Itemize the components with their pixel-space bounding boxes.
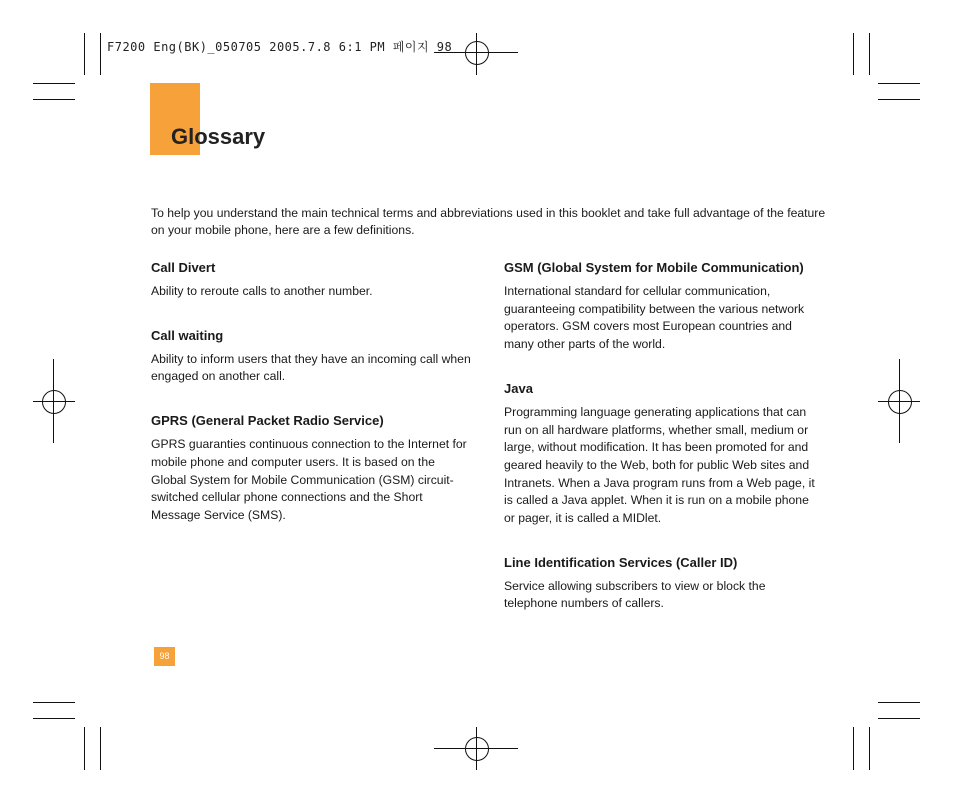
crop-mark [100,727,101,770]
crop-mark [853,33,854,75]
glossary-definition: Service allowing subscribers to view or block the telephone numbers of callers. [504,578,766,611]
right-column [504,259,820,639]
crop-mark [853,727,854,770]
registration-circle [465,737,489,761]
page-number-badge: 98 [154,647,175,666]
glossary-definition: Ability to inform users that they have an incoming call when engaged on another call. [151,351,471,384]
crop-mark [33,99,75,100]
glossary-definition: International standard for cellular communication, guaranteeing compatibility between the various network operators. GSM covers most European countries and many other parts of the world. [504,284,805,352]
glossary-term: GPRS (General Packet Radio Service) [151,413,384,429]
registration-circle [888,390,912,414]
registration-circle [465,41,489,65]
glossary-entry [504,259,820,354]
glossary-definition: GPRS guaranties continuous connection to the Internet for mobile phone and computer users. It is based on the Global System for Mobile Communication (GSM) circuit-switched cellular phone connections and the Short Message Service (SMS). [151,437,467,522]
page-title: Glossary [171,124,266,149]
crop-mark [33,718,75,719]
crop-mark [878,702,920,703]
glossary-entry [504,554,820,613]
glossary-entry [151,259,471,301]
crop-mark [869,727,870,770]
registration-circle [42,390,66,414]
glossary-entry [151,327,471,386]
glossary-term: Call Divert [151,260,216,275]
glossary-term: Line Identification Services (Caller ID) [504,554,738,570]
glossary-term: Call waiting [151,327,224,343]
glossary-definition: Programming language generating applications that can run on all hardware platforms, whether small, medium or large, without modification. It has been promoted for and geared heavily to the Web, both for public Web sites and Intranets. When a Java program runs from a Web page, it is called a Java applet. When it is run on a mobile phone or pager, it is called a MIDlet. [504,404,815,526]
crop-mark [878,718,920,719]
print-header: F7200 Eng(BK)_050705 2005.7.8 6:1 PM 페이지 98 [107,40,453,54]
glossary-definition: Ability to reroute calls to another number. [151,284,373,298]
left-column [151,259,471,551]
crop-mark [33,702,75,703]
glossary-term: GSM (Global System for Mobile Communication) [504,260,804,275]
crop-mark [84,33,85,75]
crop-mark [878,99,920,100]
crop-mark [869,33,870,75]
intro-paragraph: To help you understand the main technical terms and abbreviations used in this booklet and take full advantage of the feature on your mobile phone, here are a few definitions. [151,206,826,237]
glossary-term: Java [504,380,533,396]
crop-mark [33,83,75,84]
crop-mark [100,33,101,75]
crop-mark [878,83,920,84]
crop-mark [84,727,85,770]
glossary-entry [504,380,820,528]
glossary-entry [151,412,471,525]
